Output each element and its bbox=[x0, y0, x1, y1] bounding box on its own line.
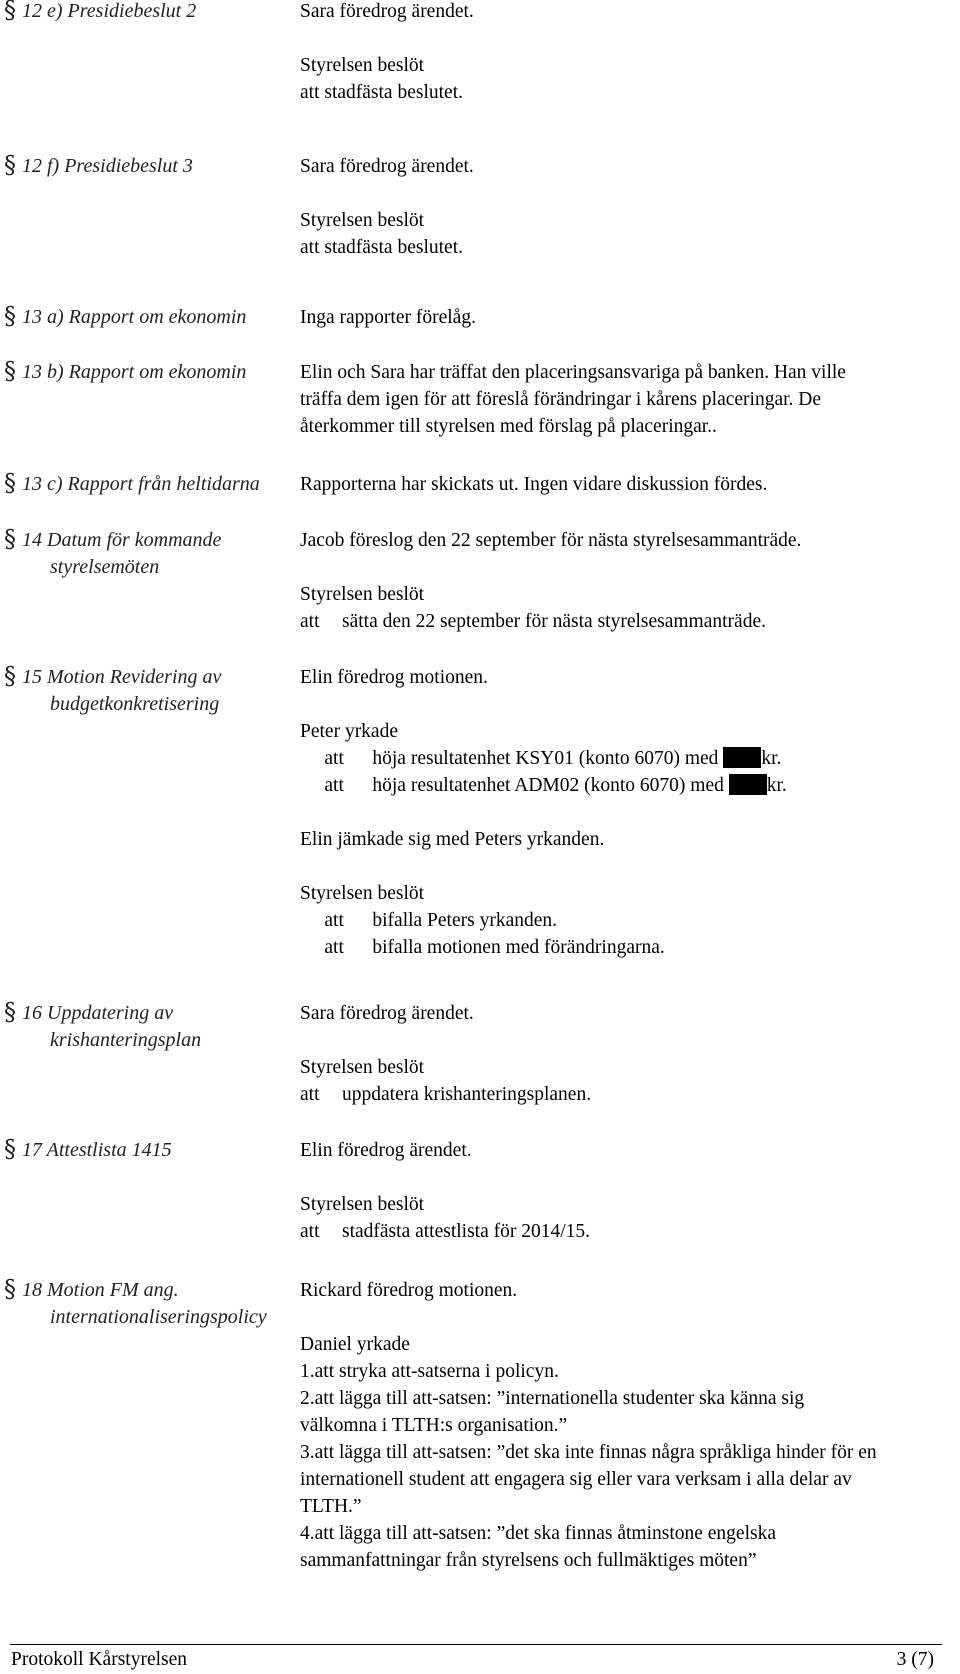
redacted-amount bbox=[723, 747, 761, 768]
section-body-12f: Sara föredrog ärendet. Styrelsen beslöt att stadfästa beslutet. bbox=[300, 156, 474, 258]
footer-document-title: Protokoll Kårstyrelsen bbox=[11, 1649, 188, 1670]
footer-page-number: 3 (7) bbox=[896, 1649, 934, 1670]
section-label-15: § 15 Motion Revidering av budgetkonkretisering bbox=[4, 662, 222, 715]
section-sign-icon: § bbox=[4, 998, 16, 1026]
section-label-13a: § 13 a) Rapport om ekonomin bbox=[4, 302, 247, 330]
section-body-14: Jacob föreslog den 22 september för nästa styrelsesammanträde. Styrelsen beslöt att sätta den 22 september för nästa styrelsesammanträde. bbox=[300, 527, 958, 635]
section-label-13b: § 13 b) Rapport om ekonomin bbox=[4, 357, 247, 385]
redacted-amount bbox=[729, 774, 767, 795]
section-body-12e: Sara föredrog ärendet. Styrelsen beslöt att stadfästa beslutet. bbox=[300, 1, 474, 103]
proposal-line: att höja resultatenhet KSY01 (konto 6070) med kr. bbox=[324, 748, 782, 769]
section-sign-icon: § bbox=[4, 662, 16, 690]
decision-line: att bifalla Peters yrkanden. bbox=[324, 910, 558, 931]
section-sign-icon: § bbox=[4, 1135, 16, 1163]
section-label-17: § 17 Attestlista 1415 bbox=[4, 1135, 172, 1163]
att-clause: att stadfästa attestlista för 2014/15. bbox=[300, 1221, 591, 1242]
section-sign-icon: § bbox=[4, 302, 16, 330]
section-sign-icon: § bbox=[4, 1275, 16, 1303]
section-label-12f: § 12 f) Presidiebeslut 3 bbox=[4, 151, 193, 179]
section-body-18: Rickard föredrog motionen. Daniel yrkade 1.att stryka att-satserna i policyn. 2.att lägga till att-satsen: ”internationella studenter ska känna sig välkomna i TLTH:s organisation.” 3.att lägga till att-satsen: ”det ska inte finnas några språkliga hinder för en internationell student att engagera sig eller vara verksam i alla delar av TLTH.” 4.att lägga till att-satsen: ”det ska finnas åtminstone engelska sammanfattningar från styrelsens och fullmäktiges möten” bbox=[300, 1280, 877, 1571]
section-body-15: Elin föredrog motionen. Peter yrkade att höja resultatenhet KSY01 (konto 6070) med kr. att höja resultatenhet ADM02 (konto 6070) med kr. Elin jämkade sig med Peters yrkanden. Styrelsen beslöt att bifalla Peters yrkanden. att bifalla motionen med förändringarna. bbox=[300, 664, 958, 961]
section-sign-icon: § bbox=[4, 525, 16, 553]
section-label-14: § 14 Datum för kommande styrelsemöten bbox=[4, 525, 222, 578]
section-label-16: § 16 Uppdatering av krishanteringsplan bbox=[4, 998, 202, 1051]
att-clause: att sätta den 22 september för nästa styrelsesammanträde. bbox=[300, 611, 766, 632]
section-body-13b: Elin och Sara har träffat den placeringsansvariga på banken. Han ville träffa dem igen för att föreslå förändringar i kårens placeringar. De återkommer till styrelsen med förslag på placeringar.. bbox=[300, 362, 846, 437]
section-body-13c: Rapporterna har skickats ut. Ingen vidare diskussion fördes. bbox=[300, 474, 768, 495]
section-sign-icon: § bbox=[4, 469, 16, 497]
section-sign-icon: § bbox=[4, 0, 16, 24]
section-label-12e: § 12 e) Presidiebeslut 2 bbox=[4, 0, 197, 24]
footer-rule bbox=[10, 1644, 942, 1645]
proposal-line: att höja resultatenhet ADM02 (konto 6070) med kr. bbox=[324, 775, 787, 796]
section-label-18: § 18 Motion FM ang. internationaliseringspolicy bbox=[4, 1275, 267, 1328]
section-body-16: Sara föredrog ärendet. Styrelsen beslöt att uppdatera krishanteringsplanen. bbox=[300, 1000, 958, 1108]
decision-line: att bifalla motionen med förändringarna. bbox=[324, 937, 665, 958]
section-body-13a: Inga rapporter förelåg. bbox=[300, 307, 476, 328]
section-sign-icon: § bbox=[4, 357, 16, 385]
section-sign-icon: § bbox=[4, 151, 16, 179]
section-label-13c: § 13 c) Rapport från heltidarna bbox=[4, 469, 260, 497]
att-clause: att uppdatera krishanteringsplanen. bbox=[300, 1084, 592, 1105]
section-body-17: Elin föredrog ärendet. Styrelsen beslöt att stadfästa attestlista för 2014/15. bbox=[300, 1137, 958, 1245]
